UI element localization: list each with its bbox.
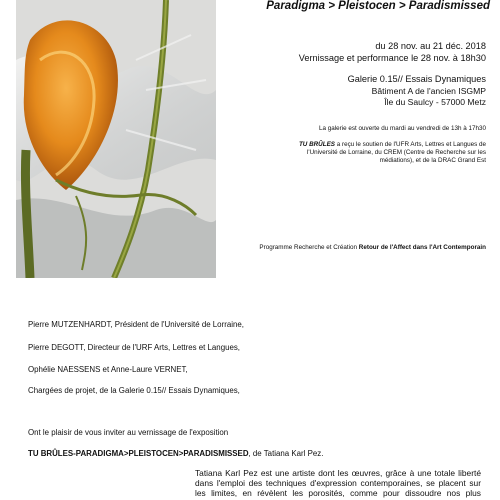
exhibition-dates: du 28 nov. au 21 déc. 2018 [375,41,486,51]
exhibition-subtitle: Paradigma > Pleistocen > Paradismissed [266,0,490,12]
vernissage-line: Vernissage et performance le 28 nov. à 18h30 [298,53,486,63]
exhibition-title: TU BRÛLES-PARADIGMA>PLEISTOCEN>PARADISMISSED [28,449,249,458]
description-line-3: les limites, en révèlent les porosités, comme pour dissoudre nos plus [195,488,481,498]
programme-line [259,244,486,252]
venue-address-line1: Bâtiment A de l'ancien ISGMP [371,86,486,96]
support-line1 [299,141,486,149]
support-line2: l'Université de Lorraine, du CREM (Centre de Recherche sur les [307,149,486,156]
artist-description [195,468,481,498]
programme-name: Retour de l'Affect dans l'Art Contemporain [358,244,486,251]
venue-name: Galerie 0.15// Essais Dynamiques [347,74,486,84]
exhibition-title-line [28,449,323,459]
description-line-2: dans l'emploi des techniques d'expression contemporaines, se placent sur [195,478,481,488]
invite-line-2: Pierre DEGOTT, Directeur de l'URF Arts, Lettres et Langues, [28,343,240,352]
support-line3: médiations), et de la DRAC Grand Est [379,157,486,164]
invite-line-4: Chargées de projet, de la Galerie 0.15// Essais Dynamiques, [28,386,240,395]
programme-prefix: Programme Recherche et Création [259,244,359,251]
invite-line-3: Ophélie NAESSENS et Anne-Laure VERNET, [28,365,188,374]
invite-line-5: Ont le plaisir de vous inviter au vernissage de l'exposition [28,428,229,437]
opening-hours: La galerie est ouverte du mardi au vendredi de 13h à 17h30 [319,125,486,132]
support-lead: TU BRÛLES [298,141,335,148]
invite-line-1: Pierre MUTZENHARDT, Président de l'Université de Lorraine, [28,320,244,329]
exhibition-artist: , de Tatiana Karl Pez. [248,449,324,458]
artwork-photo [16,0,216,278]
venue-address-line2: Île du Saulcy - 57000 Metz [384,97,486,107]
description-line-1: Tatiana Karl Pez est une artiste dont les œuvres, grâce à une totale liberté [195,468,481,478]
support-line1-text: a reçu le soutien de l'UFR Arts, Lettres et Langues de [334,141,486,148]
